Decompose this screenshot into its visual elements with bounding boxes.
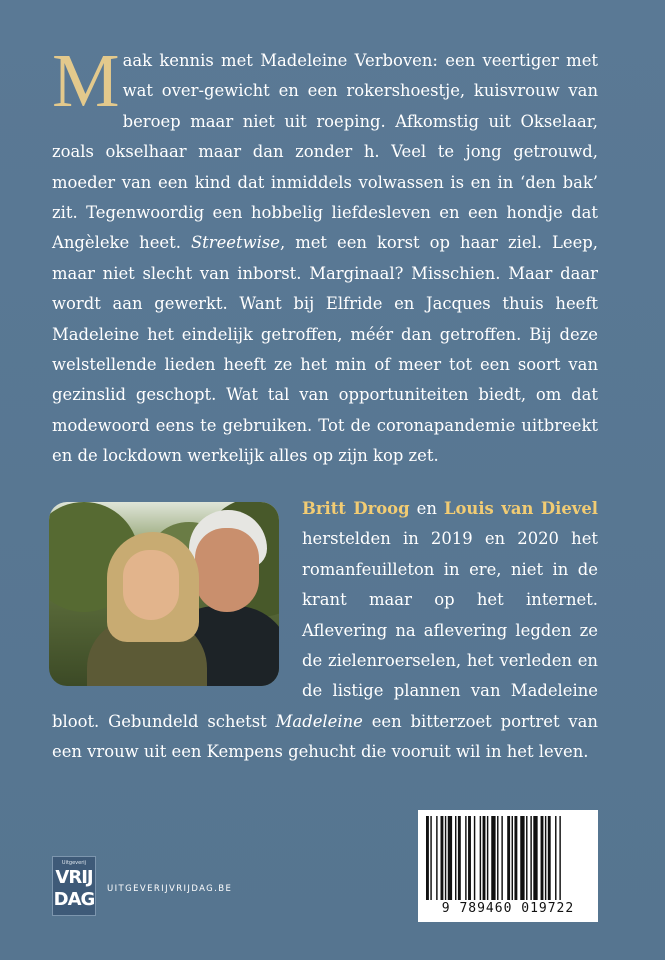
isbn-number: 9 789460 019722 (441, 901, 575, 916)
publisher-website: UITGEVERIJVRIJDAG.BE (107, 884, 233, 894)
barcode-bars (426, 816, 590, 900)
author-name-britt-droog: Britt Droog (302, 499, 410, 518)
blurb-part-1: aak kennis met Madeleine Verboven: een veertiger met wat over-gewicht en een rokershoestje, kuisvrouw van beroep maar niet uit roeping. Afkomstig uit Okselaar, zoals okselhaar maar dan zonder h. Veel te jong getrouwd, moeder van een kind dat inmiddels volwassen is en in ‘den bak’ zit. Tegenwoordig een hobbelig liefdesleven en een hondje dat Angèleke heet. (52, 51, 598, 253)
drop-cap-letter: M (52, 39, 120, 123)
author-bio (52, 494, 598, 768)
blurb-part-2: , met een korst op haar ziel. Leep, maar niet slecht van inborst. Marginaal? Misschien. Maar daar wordt aan gewerkt. Want bij Elfride en Jacques thuis heeft Madeleine het eindelijk getroffen, méér dan getroffen. Bij deze welstellende lieden heeft ze het min of meer tot een soort van gezinslid geschopt. Wat tal van opportuniteiten biedt, om dat modewoord eens te gebruiken. Tot de coronapandemie uitbreekt en de lockdown werkelijk alles op zijn kop zet. (52, 233, 598, 466)
publisher-logo (52, 856, 96, 916)
author-name-louis-van-dievel: Louis van Dievel (443, 499, 598, 518)
blurb-text (52, 39, 598, 472)
blurb-italic-word: Streetwise (190, 233, 280, 253)
publisher-logo-small-text: Uitgeverij (61, 860, 87, 866)
isbn-barcode (418, 810, 598, 922)
publisher-logo-line-1: VRIJ (55, 867, 93, 888)
author-bio-part-1: herstelden in 2019 en 2020 het romanfeuilleton in ere, niet in de krant maar op het internet. Aflevering na aflevering legden ze de zielenroerselen, het verleden en de listige plannen van Madeleine bloot. Gebundeld schetst (52, 529, 598, 731)
author-bio-italic-title: Madeleine (275, 711, 363, 731)
publisher-logo-line-2: DAG (53, 889, 95, 910)
author-conjunction: en (409, 499, 444, 518)
author-bio-part-2: een bitterzoet portret van een vrouw uit een Kempens gehucht die vooruit wil in het leven. (52, 711, 598, 762)
